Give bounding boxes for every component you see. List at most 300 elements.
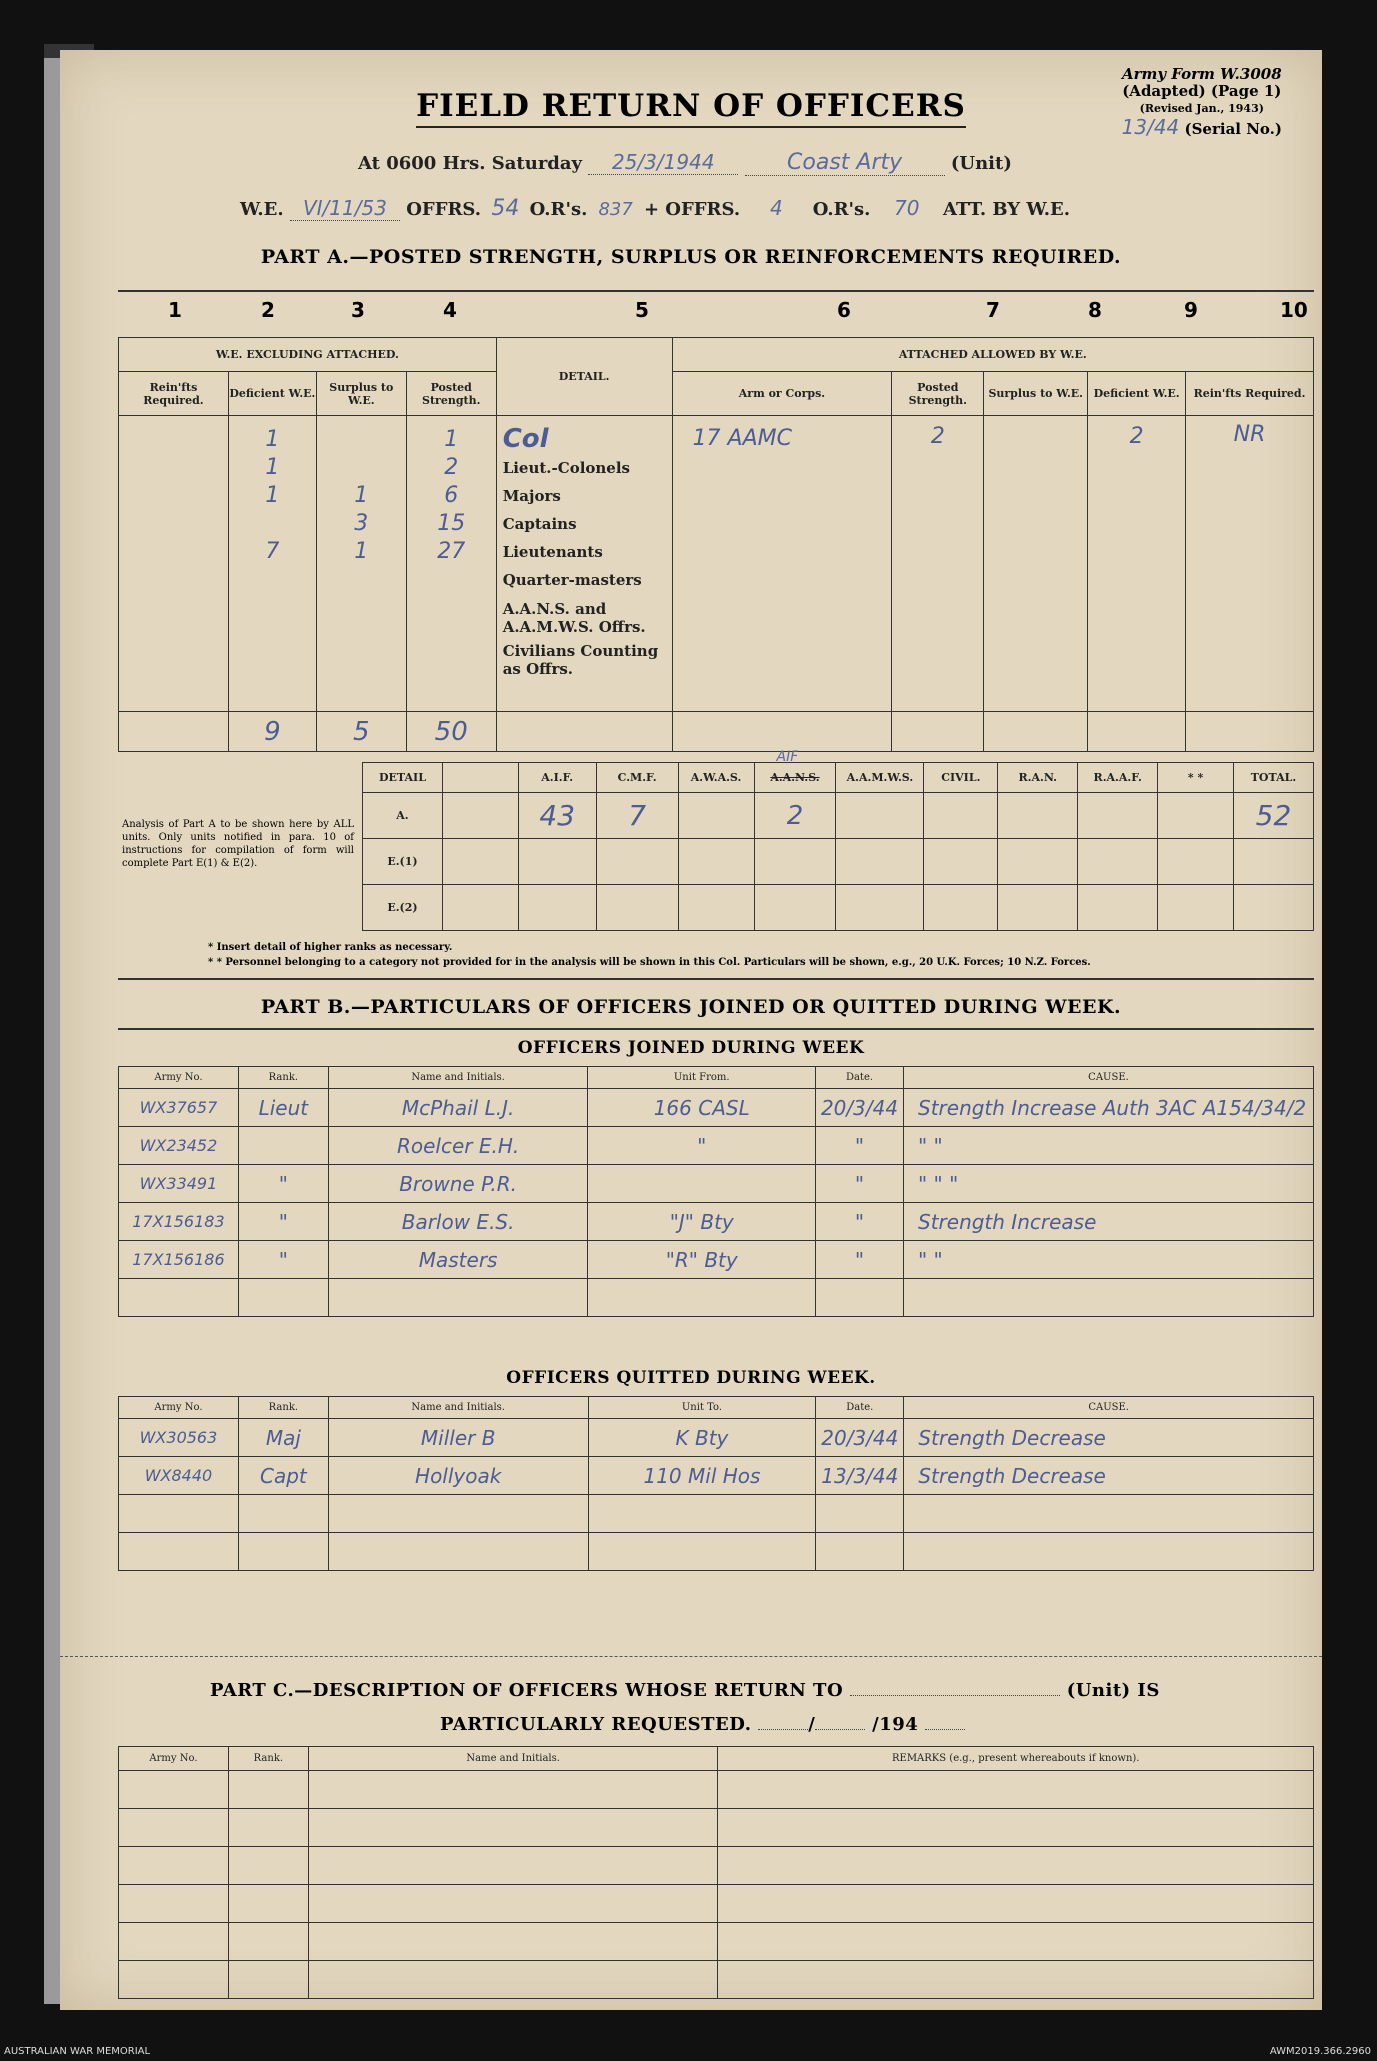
joined-row-value: " [854, 1171, 865, 1196]
part-c-header: Rank. [228, 1747, 308, 1771]
total-value: 52 [1255, 799, 1292, 832]
footnote-2: * * Personnel belonging to a category not provided for in the analysis will be shown in this Col. Particulars will be shown, e.g., 20 U.K. Forces; 10 N.Z. Forces. [208, 957, 1091, 968]
analysis-row-label: E.(1) [363, 839, 443, 885]
joined-row-value: Masters [418, 1247, 498, 1272]
analysis-header-other: * * [1158, 763, 1234, 793]
att-ors-value: 70 [894, 196, 920, 220]
part-c-table [118, 1746, 1314, 1999]
joined-rows [119, 1089, 1314, 1317]
quitted-row-value: Strength Decrease [918, 1463, 1106, 1488]
joined-row-cell [904, 1165, 1314, 1203]
part-c-title: PART C.—DESCRIPTION OF OFFICERS WHOSE RETURN TO [210, 1680, 844, 1701]
form-revised: (Revised Jan., 1943) [1139, 102, 1264, 115]
part-c-cell [718, 1847, 1314, 1885]
joined-row-cell [328, 1127, 588, 1165]
joined-row [119, 1127, 1314, 1165]
joined-row-cell [238, 1203, 328, 1241]
joined-row-value: " [854, 1247, 865, 1272]
joined-row-cell [238, 1279, 328, 1317]
quitted-row-cell [119, 1457, 239, 1495]
joined-row-cell [588, 1241, 816, 1279]
serial-label: (Serial No.) [1184, 120, 1282, 138]
col-num: 3 [351, 298, 365, 322]
part-c-cell [308, 1961, 718, 1999]
att-deficient-cell [1088, 416, 1186, 712]
part-c-row [119, 1847, 1314, 1885]
quitted-row-value: Strength Decrease [918, 1425, 1106, 1450]
col-num: 4 [443, 298, 457, 322]
part-c-line-1 [210, 1680, 1160, 1701]
joined-row-cell [119, 1165, 239, 1203]
quitted-row-cell [588, 1457, 816, 1495]
joined-row-value: McPhail L.J. [401, 1095, 515, 1120]
quitted-row-value: Miller B [420, 1425, 496, 1450]
unit-value: Coast Arty [745, 150, 945, 176]
col-num: 8 [1088, 298, 1102, 322]
joined-row-cell [328, 1165, 588, 1203]
analysis-cell-total [1233, 793, 1313, 839]
rank-col-handwritten: Col [502, 424, 549, 454]
att-label: ATT. BY W.E. [943, 199, 1071, 220]
part-c-cell [119, 1961, 229, 1999]
joined-row [119, 1089, 1314, 1127]
quitted-row-cell [816, 1495, 904, 1533]
total-reinf [119, 712, 229, 752]
deficient-value: 1 [265, 427, 280, 452]
quitted-row [119, 1533, 1314, 1571]
arm-corps-cell [672, 416, 892, 712]
joined-row-value: Strength Increase Auth 3AC A154/34/2 [918, 1095, 1307, 1120]
quitted-title: OFFICERS QUITTED DURING WEEK. [506, 1368, 876, 1388]
part-c-cell [718, 1923, 1314, 1961]
date-value: 25/3/1944 [588, 150, 738, 175]
joined-title: OFFICERS JOINED DURING WEEK [517, 1038, 865, 1058]
quitted-row-cell [119, 1495, 239, 1533]
joined-row-value: 17X156183 [132, 1212, 225, 1231]
joined-header: Date. [816, 1067, 904, 1089]
att-deficient-value: 2 [1129, 424, 1144, 449]
rank-lieutenants: Lieutenants [502, 543, 603, 561]
joined-row-cell [816, 1241, 904, 1279]
col-header: Posted Strength. [892, 372, 984, 416]
col-num: 2 [261, 298, 275, 322]
analysis-header-awas: A.W.A.S. [678, 763, 754, 793]
joined-row-value: Strength Increase [918, 1209, 1097, 1234]
joined-row-cell [238, 1127, 328, 1165]
joined-row-cell [816, 1165, 904, 1203]
total-arm [672, 712, 892, 752]
rank-majors: Majors [502, 487, 561, 505]
joined-row-value: Lieut [258, 1095, 309, 1120]
part-c-header: REMARKS (e.g., present whereabouts if known). [718, 1747, 1314, 1771]
total-att-deficient [1088, 712, 1186, 752]
joined-row-cell [238, 1241, 328, 1279]
joined-row-cell [588, 1203, 816, 1241]
analysis-header-aif: A.I.F. [518, 763, 596, 793]
footer-credit: AUSTRALIAN WAR MEMORIAL [4, 2046, 151, 2057]
reinforcements-cell [119, 416, 229, 712]
att-offrs-value: 4 [770, 196, 783, 220]
surplus-value: 3 [354, 511, 369, 536]
joined-row-value: WX37657 [139, 1098, 218, 1117]
total-att-reinf [1186, 712, 1314, 752]
joined-header: Unit From. [588, 1067, 816, 1089]
quitted-row [119, 1495, 1314, 1533]
analysis-header-raaf: R.A.A.F. [1078, 763, 1158, 793]
we-excluding-attached-header: W.E. EXCLUDING ATTACHED. [119, 338, 497, 372]
analysis-cell-cmf [596, 793, 678, 839]
joined-header: Name and Initials. [328, 1067, 588, 1089]
part-c-cell [228, 1771, 308, 1809]
col-header: Rein'fts Required. [1186, 372, 1314, 416]
part-c-cell [228, 1961, 308, 1999]
at-label: At 0600 Hrs. Saturday [358, 153, 583, 174]
deficient-value [229, 510, 316, 538]
col-num: 9 [1184, 298, 1198, 322]
part-c-row [119, 1923, 1314, 1961]
we-value: VI/11/53 [290, 196, 400, 221]
analysis-header-total: TOTAL. [1233, 763, 1313, 793]
analysis-cell [998, 793, 1078, 839]
att-reinf-cell [1186, 416, 1314, 712]
quitted-header: Unit To. [588, 1397, 816, 1419]
att-reinf-value: NR [1233, 422, 1266, 447]
joined-row-cell [588, 1127, 816, 1165]
att-ors-label: O.R's. [812, 199, 871, 220]
quitted-row-cell [816, 1533, 904, 1571]
col-header: Rein'fts Required. [119, 372, 229, 416]
quitted-row-cell [816, 1457, 904, 1495]
joined-row-cell [119, 1089, 239, 1127]
quitted-row-cell [904, 1457, 1314, 1495]
joined-row-value: " [278, 1209, 288, 1234]
quitted-row-cell [328, 1457, 588, 1495]
joined-row-cell [238, 1165, 328, 1203]
part-c-year: /194 [872, 1714, 919, 1735]
joined-row-cell [816, 1279, 904, 1317]
joined-header: CAUSE. [904, 1067, 1314, 1089]
part-c-cell [718, 1771, 1314, 1809]
joined-row-cell [904, 1089, 1314, 1127]
col-num: 1 [168, 298, 182, 322]
quitted-row-cell [904, 1419, 1314, 1457]
total-detail [496, 712, 672, 752]
quitted-row-value: K Bty [675, 1425, 729, 1450]
joined-row-value: " [278, 1171, 288, 1196]
part-c-rows [119, 1771, 1314, 1999]
form-number: Army Form W.3008 [1121, 65, 1282, 83]
posted-value: 6 [444, 483, 459, 508]
header-line-1 [358, 150, 1012, 176]
joined-row-value: Barlow E.S. [401, 1209, 515, 1234]
part-c-row [119, 1809, 1314, 1847]
joined-row-value: " " [918, 1247, 943, 1272]
quitted-row-cell [904, 1495, 1314, 1533]
col-header: Arm or Corps. [672, 372, 892, 416]
col-header: Deficient W.E. [228, 372, 316, 416]
offrs-label: OFFRS. [406, 199, 482, 220]
quitted-row-value: Hollyoak [415, 1463, 502, 1488]
quitted-row-value: Maj [265, 1425, 301, 1450]
part-c-requested: PARTICULARLY REQUESTED. [440, 1714, 752, 1735]
part-c-cell [308, 1771, 718, 1809]
col-header: Posted Strength. [406, 372, 496, 416]
form-sheet [60, 50, 1322, 2010]
joined-row-cell [119, 1279, 239, 1317]
quitted-row-value: 13/3/44 [821, 1463, 899, 1488]
joined-row-value: " [854, 1209, 865, 1234]
joined-row [119, 1203, 1314, 1241]
joined-row-cell [588, 1089, 816, 1127]
quitted-row-value: WX8440 [144, 1466, 213, 1485]
part-c-line-2: PARTICULARLY REQUESTED. / /194 [440, 1714, 965, 1735]
part-a-table [118, 337, 1314, 752]
analysis-cell [1078, 793, 1158, 839]
aans-value: 2 [786, 800, 804, 831]
serial-value: 13/44 [1121, 115, 1180, 139]
part-c-header: Name and Initials. [308, 1747, 718, 1771]
total-deficient [228, 712, 316, 752]
joined-row-value: Browne P.R. [399, 1171, 517, 1196]
deficient-value: 1 [265, 483, 280, 508]
col-num: 6 [837, 298, 851, 322]
quitted-row-value: 110 Mil Hos [643, 1463, 761, 1488]
part-c-cell [119, 1771, 229, 1809]
rank-aans: A.A.N.S. and A.A.M.W.S. Offrs. [502, 600, 646, 636]
posted-value: 27 [437, 539, 466, 564]
analysis-header-aamws: A.A.M.W.S. [836, 763, 924, 793]
joined-row-cell [904, 1279, 1314, 1317]
analysis-header-aans-label: A.A.N.S. [770, 771, 820, 784]
quitted-rows [119, 1419, 1314, 1571]
joined-row-cell [328, 1203, 588, 1241]
analysis-header-civil: CIVIL. [924, 763, 998, 793]
quitted-row-cell [238, 1533, 328, 1571]
total-surplus [316, 712, 406, 752]
attached-allowed-header: ATTACHED ALLOWED BY W.E. [672, 338, 1313, 372]
posted-value: 15 [437, 511, 466, 536]
part-c-cell [228, 1923, 308, 1961]
part-c-cell [119, 1847, 229, 1885]
joined-header: Rank. [238, 1067, 328, 1089]
quitted-header: Date. [816, 1397, 904, 1419]
quitted-row-cell [328, 1495, 588, 1533]
part-c-cell [119, 1923, 229, 1961]
quitted-row-cell [328, 1533, 588, 1571]
total-deficient-value: 9 [264, 716, 281, 747]
quitted-header: Rank. [238, 1397, 328, 1419]
aans-correction: AIF [776, 749, 799, 765]
col-header: Surplus to W.E. [984, 372, 1088, 416]
joined-row-value: " " " [918, 1171, 959, 1196]
part-c-cell [228, 1809, 308, 1847]
joined-row-cell [119, 1203, 239, 1241]
divider [118, 978, 1314, 980]
posted-value: 2 [444, 455, 459, 480]
analysis-row-label: A. [363, 793, 443, 839]
part-c-cell [308, 1923, 718, 1961]
att-posted-cell [892, 416, 984, 712]
aif-value: 43 [539, 799, 576, 832]
posted-strength-cell [406, 416, 496, 712]
quitted-row-cell [238, 1495, 328, 1533]
joined-row-cell [588, 1165, 816, 1203]
quitted-row-cell [238, 1457, 328, 1495]
quitted-row-value: Capt [260, 1463, 307, 1488]
joined-row-cell [119, 1127, 239, 1165]
detail-header: DETAIL. [496, 338, 672, 416]
total-att-posted [892, 712, 984, 752]
surplus-cell [316, 416, 406, 712]
joined-row-value: 20/3/44 [820, 1095, 899, 1120]
att-surplus-cell [984, 416, 1088, 712]
part-a-title: PART A.—POSTED STRENGTH, SURPLUS OR REINFORCEMENTS REQUIRED. [260, 246, 1122, 268]
quitted-table [118, 1396, 1314, 1571]
analysis-cell-aif [518, 793, 596, 839]
col-num: 5 [635, 298, 649, 322]
rank-civilians: Civilians Counting as Offrs. [502, 642, 659, 678]
quitted-row [119, 1419, 1314, 1457]
quitted-row [119, 1457, 1314, 1495]
ors-value: 837 [598, 199, 633, 220]
joined-row [119, 1165, 1314, 1203]
quitted-row-cell [119, 1419, 239, 1457]
surplus-value: 1 [354, 539, 369, 564]
analysis-cell-aans [754, 793, 836, 839]
joined-row-value: Roelcer E.H. [396, 1133, 520, 1158]
quitted-row-cell [588, 1533, 816, 1571]
joined-row-value: "R" Bty [665, 1247, 738, 1272]
analysis-header-blank [442, 763, 518, 793]
joined-row-value: " [697, 1133, 707, 1158]
joined-row-value: " [854, 1133, 865, 1158]
analysis-cell [1158, 793, 1234, 839]
total-att-surplus [984, 712, 1088, 752]
joined-row-cell [119, 1241, 239, 1279]
quitted-header: Army No. [119, 1397, 239, 1419]
col-num: 10 [1280, 298, 1308, 322]
deficient-cell [228, 416, 316, 712]
deficient-value: 7 [265, 539, 280, 564]
ors-label: O.R's. [529, 199, 588, 220]
joined-row-cell [904, 1241, 1314, 1279]
joined-row-cell [816, 1127, 904, 1165]
joined-row [119, 1279, 1314, 1317]
quitted-header: Name and Initials. [328, 1397, 588, 1419]
quitted-row-cell [238, 1419, 328, 1457]
joined-row-cell [238, 1089, 328, 1127]
part-c-cell [119, 1885, 229, 1923]
analysis-header-aans [754, 749, 836, 793]
joined-row-cell [904, 1127, 1314, 1165]
att-arm-value: 17 AAMC [692, 426, 792, 451]
total-surplus-value: 5 [353, 716, 370, 747]
header-line-2 [240, 196, 1070, 221]
analysis-row-label: E.(2) [363, 885, 443, 931]
rank-quartermasters: Quarter-masters [502, 571, 642, 589]
joined-row-value: " [278, 1247, 288, 1272]
joined-row-cell [328, 1089, 588, 1127]
plus-offrs-label: + OFFRS. [643, 199, 741, 220]
analysis-cell [836, 793, 924, 839]
deficient-value: 1 [265, 455, 280, 480]
perforation-line [60, 1656, 1322, 1657]
posted-value: 1 [444, 427, 459, 452]
col-header: Deficient W.E. [1088, 372, 1186, 416]
joined-row-value: 17X156186 [132, 1250, 225, 1269]
offrs-value: 54 [491, 196, 520, 221]
joined-row-cell [816, 1203, 904, 1241]
quitted-row-cell [588, 1419, 816, 1457]
footnote-1: * Insert detail of higher ranks as necessary. [208, 942, 453, 953]
cmf-value: 7 [628, 799, 647, 832]
divider [118, 1028, 1314, 1030]
col-header: Surplus to W.E. [316, 372, 406, 416]
analysis-table [362, 749, 1314, 931]
part-b-title: PART B.—PARTICULARS OF OFFICERS JOINED OR QUITTED DURING WEEK. [260, 996, 1122, 1018]
column-number-row [118, 290, 1314, 326]
joined-row-value: " " [918, 1133, 943, 1158]
joined-row-value: "J" Bty [669, 1209, 734, 1234]
form-adapted: (Adapted) (Page 1) [1122, 82, 1282, 100]
joined-table [118, 1066, 1314, 1317]
analysis-header-cmf: C.M.F. [596, 763, 678, 793]
analysis-cell [678, 793, 754, 839]
rank-captains: Captains [502, 515, 577, 533]
col-num: 7 [986, 298, 1000, 322]
part-c-cell [228, 1847, 308, 1885]
quitted-row-cell [816, 1419, 904, 1457]
part-c-cell [228, 1885, 308, 1923]
total-posted-value: 50 [434, 716, 468, 747]
page-title: FIELD RETURN OF OFFICERS [60, 88, 1322, 124]
part-c-cell [718, 1885, 1314, 1923]
joined-row-cell [588, 1279, 816, 1317]
part-c-cell [308, 1809, 718, 1847]
joined-header: Army No. [119, 1067, 239, 1089]
quitted-row-cell [328, 1419, 588, 1457]
surplus-value: 1 [354, 483, 369, 508]
analysis-header-ran: R.A.N. [998, 763, 1078, 793]
rank-lieut-colonels: Lieut.-Colonels [502, 459, 630, 477]
joined-row-value: WX33491 [139, 1174, 218, 1193]
part-c-cell [718, 1809, 1314, 1847]
form-identifier [1122, 66, 1282, 138]
rank-detail-list [496, 416, 672, 712]
unit-label: (Unit) [950, 153, 1012, 174]
quitted-row-cell [904, 1533, 1314, 1571]
part-c-cell [718, 1961, 1314, 1999]
part-c-row [119, 1885, 1314, 1923]
joined-row [119, 1241, 1314, 1279]
part-c-row [119, 1961, 1314, 1999]
analysis-header-detail: DETAIL [363, 763, 443, 793]
footer-accession: AWM2019.366.2960 [1269, 2046, 1371, 2057]
joined-row-cell [816, 1089, 904, 1127]
total-posted [406, 712, 496, 752]
surplus-value [317, 454, 406, 482]
part-c-cell [308, 1885, 718, 1923]
joined-row-value: 166 CASL [653, 1095, 750, 1120]
analysis-cell [442, 793, 518, 839]
part-c-unit-label: (Unit) IS [1066, 1680, 1160, 1701]
quitted-header: CAUSE. [904, 1397, 1314, 1419]
quitted-row-cell [588, 1495, 816, 1533]
we-label: W.E. [240, 199, 284, 220]
quitted-row-value: 20/3/44 [821, 1425, 899, 1450]
joined-row-cell [904, 1203, 1314, 1241]
surplus-value [317, 426, 406, 454]
